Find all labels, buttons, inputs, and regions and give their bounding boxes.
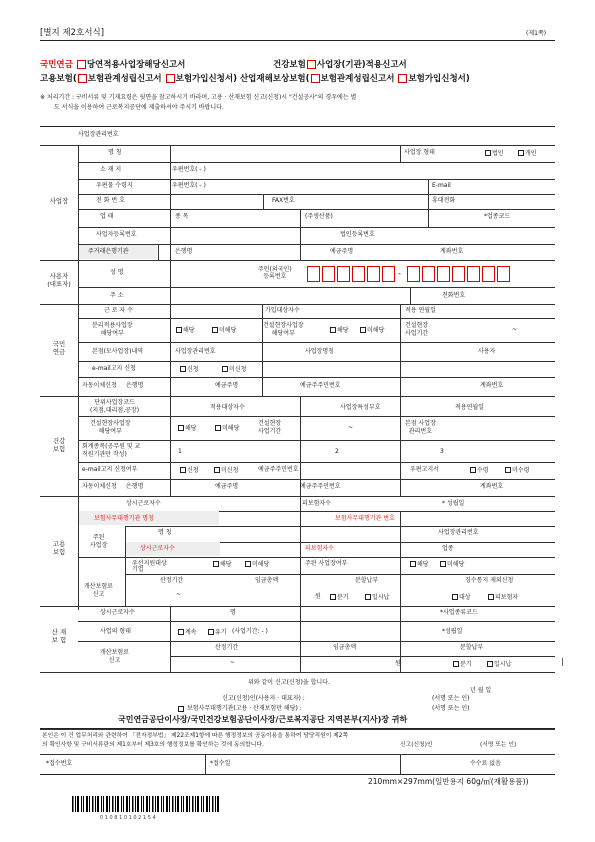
pension-checkbox[interactable] (77, 60, 86, 69)
industrial-checkbox-2[interactable] (398, 74, 407, 83)
biz-mgmt-e-label: 사업장관리번호 (438, 529, 479, 536)
location-label: 소 재 지 (100, 166, 122, 173)
priority-label: 우선지원대상 기업 (132, 560, 167, 573)
biz-type-label: 사업장 형태 (404, 149, 435, 156)
cons-no[interactable]: 미해당 (360, 327, 384, 334)
section-business: 사업장 (49, 197, 69, 205)
employment-checkbox-2[interactable] (166, 74, 175, 83)
consent-line-1: 본인은 이 건 업무처리와 관련하여 「전자정부법」 제22조제1항에 따른 행정정보의 공동이용을 통하여 담당직원이 제2쪽 (42, 733, 349, 739)
install-i-full[interactable]: 일시납 (487, 661, 511, 668)
regular-e-label: 상시근로자수 (140, 545, 175, 552)
account-1: 1 (178, 448, 182, 455)
section-industrial: 산 재 보 험 (51, 628, 67, 644)
account-3: 3 (440, 448, 444, 455)
industrial-item-2: 보험가입신청서) (408, 74, 470, 84)
regular-i-label: 상시근로자수 (100, 609, 135, 616)
period-i-label: 산정기간 (215, 644, 239, 651)
premium-label: 개산보험료 신고 (84, 583, 113, 598)
cons-yes[interactable]: 해당 (330, 327, 349, 334)
main-reg-yes[interactable]: 해당 (410, 561, 429, 568)
email-label: E-mail (432, 182, 451, 189)
auto3-holder: 예금주명 (215, 483, 239, 490)
amount-unit: 원 (315, 593, 321, 600)
cons-period2-tilde: ~ (348, 424, 354, 431)
receipt-date: *접수일 (210, 760, 231, 767)
email2-not-apply[interactable]: 미신청 (214, 467, 238, 474)
industrial-checkbox-1[interactable] (311, 74, 320, 83)
cons-period-tilde: ~ (512, 326, 518, 333)
auto3-holder-no: 예금주주민번호 (300, 483, 341, 490)
biz-reg-no-label: 사업자등록번호 (96, 231, 137, 238)
industrial-item-1: 보험관계성립신고서 (320, 74, 395, 84)
email2-apply[interactable]: 신청 (180, 467, 199, 474)
applied-date-label: 적용 연월일 (405, 307, 436, 314)
agency-checkbox[interactable] (178, 706, 185, 713)
industry-label: 업 태 (100, 213, 114, 220)
section-user: 사용자 (대표자) (47, 272, 71, 288)
install-i-lump[interactable]: 분기 (453, 661, 472, 668)
mail-place-label: 우편물 수령지 (96, 182, 133, 189)
declaration-agency: 보험사무대행기관(고용 · 산재보험만 해당) : (187, 705, 302, 712)
branch-question: 분리적용사업장 해당여부 (92, 322, 133, 337)
pension-item: 당연적용사업장해당신고서 (86, 60, 186, 70)
section-employment: 고용 보험 (52, 540, 66, 556)
employment-checkbox-1[interactable] (78, 74, 87, 83)
biz-type-indiv[interactable]: 개인 (518, 150, 537, 157)
employment-item-1: 보험관계성립신고서 (87, 74, 162, 84)
notice-line-1: ※ 처리기간 : 구비서류 및 기재요령은 뒷면을 참고하시기 바라며, 고용 · 산재보험 신고(신청)시 "건설공사"의 경우에는 별 (40, 94, 357, 101)
fax-label: FAX번호 (272, 197, 295, 204)
form-number: [별지 제2호서식] (40, 28, 105, 38)
auto-transfer-label: 자동이체신청 (82, 382, 117, 389)
page-number: (제1쪽) (526, 30, 547, 37)
phone-label: 전 화 번 호 (96, 197, 125, 204)
declaration-sign1[interactable]: (서명 또는 인) (432, 695, 470, 702)
insured-count-label: 가입대상자수 (265, 307, 300, 314)
period-label: 산정기간 (160, 577, 184, 584)
notice-line-2: 도 서식을 이용하여 근로복지공단에 제출하셔야 주시기 바랍니다. (54, 104, 224, 111)
main-mgmt2-label: 본점 사업장 관리번호 (405, 420, 436, 435)
fee: 수수료 없음 (470, 760, 501, 767)
unit-code-label: 단위사업장코드 (지점,대리점,공장) (90, 399, 140, 414)
cons-q2-label: 건설현장사업장 해당여부 (90, 420, 131, 435)
auto-acct-label: 계좌번호 (480, 382, 504, 389)
title-line-1 (40, 60, 185, 70)
declaration-recipients: 국민연금공단이사장/국민건강보험공단이사장/근로복지공단 지역본부(지사)장 귀하 (118, 715, 408, 724)
email-notice2-label: e-mail고지 신청여부 (82, 466, 138, 473)
tel-label: 전화번호 (442, 292, 466, 299)
declaration-date[interactable]: 년 월 일 (470, 687, 492, 694)
refund-label: 징수통지 제외신청 (465, 577, 514, 584)
receipt-no: *접수번호 (46, 760, 73, 767)
main-biz-e-label: 주된 사업장 (90, 534, 108, 549)
email-notice-not-apply[interactable]: 미신청 (222, 366, 246, 373)
rep-name-label: 성 명 (110, 269, 124, 276)
health-label: 건강보험 (273, 60, 306, 70)
main-product-label: (주생산품) (305, 213, 333, 220)
applied-count-label: 적용대상자수 (210, 404, 245, 411)
name-label: 명 칭 (108, 149, 122, 156)
install-i-label: 분할납부 (460, 644, 484, 651)
auto3-acct: 계좌번호 (480, 483, 504, 490)
account-no-label: 계좌번호 (440, 248, 464, 255)
corp-reg-no-label: 법인등록번호 (340, 231, 375, 238)
consent-sign[interactable]: (서명 또는 인) (480, 742, 517, 748)
title-health (273, 60, 407, 70)
auto3-label: 자동이체신청 (82, 483, 117, 490)
workers-label: 근 로 자 수 (104, 307, 133, 314)
barcode-text: 0 1 0 8 1 0 1 0 2 1 5 4 (100, 815, 156, 821)
install-lump[interactable]: 분기 (330, 594, 349, 601)
auto-holder-no-label: 예금주주민번호 (300, 382, 341, 389)
applied-date2-label: 적용연월일 (455, 404, 484, 411)
wage-i-label: 임금총액 (333, 644, 357, 651)
pension-label: 국민연금 (40, 60, 73, 70)
established-i-label: *성립일 (442, 628, 463, 635)
title-line-2 (40, 74, 470, 84)
email-notice-label: e-mail고지 신청 (92, 365, 136, 372)
biz-form-term[interactable]: 유기 (208, 629, 227, 636)
premium-i-label: 개산보험료 신고 (100, 649, 129, 664)
accounting-label: 회계종목(공무원 및 교 직원기관만 작성) (82, 443, 141, 458)
priority-yes[interactable]: 해당 (213, 561, 232, 568)
resident-no-dash: - (398, 269, 401, 278)
consent-reporter: 신고(신청)인 (400, 742, 433, 748)
declaration-reporter: 신고(신청)인(사용자 · 대표자) : (222, 695, 305, 702)
name-e-label: 명 칭 (158, 529, 172, 536)
paper-spec: 210mm×297mm(일반용지 60g/㎡(재활용품)) (368, 777, 529, 786)
period-tilde: ~ (176, 591, 182, 598)
address-label: 주 소 (110, 292, 124, 299)
ind-code-label: *사업종류코드 (440, 609, 478, 616)
established-label: * 성립일 (442, 500, 465, 507)
cons-period-label: 건설현장 사업기간 (405, 322, 429, 337)
period-i-tilde: ~ (230, 659, 236, 666)
bank-label: 주거래은행기관 (88, 248, 129, 255)
branch-no[interactable]: 미해당 (212, 327, 236, 334)
biz-type-corp[interactable]: 법인 (485, 150, 504, 157)
account-holder-label: 예금주명 (330, 248, 354, 255)
mobile-label: 휴대전화 (432, 197, 456, 204)
main-reg-no[interactable]: 미해당 (440, 561, 464, 568)
cons2-yes[interactable]: 해당 (178, 425, 197, 432)
declaration-statement: 위와 같이 신고(신청)을 합니다. (248, 679, 330, 686)
installment-label: 분할납부 (355, 577, 379, 584)
section-pension: 국민 연금 (52, 340, 66, 356)
bank-name-label: 은행명 (175, 248, 193, 255)
biz-symbol-label: 사업장특성부호 (340, 404, 381, 411)
industry-e-label: 업종 (442, 545, 454, 552)
cons-period2-label: 건설현장 사업기간 (258, 420, 282, 435)
auto2-holder-no: 예금주주민번호 (258, 466, 299, 473)
employment-item-2: 보험가입신청서) (175, 74, 237, 84)
biz-form-label: 사업의 형태 (100, 628, 131, 635)
declaration-sign2[interactable]: (서명 또는 인) (432, 705, 470, 712)
main-biz-label: 본점(모사업장)내역 (92, 348, 144, 355)
cons-question: 건설현장사업장 해당여부 (263, 322, 304, 337)
user-no-label: 사용자 (478, 348, 496, 355)
auto-bank-label: 은행명 (126, 382, 144, 389)
refund-apply[interactable]: 대상 (452, 594, 471, 601)
industry-code-label: *업종코드 (484, 213, 511, 220)
auto3-bank: 은행명 (126, 483, 144, 490)
mail-postal[interactable]: 우편번호( - ) (172, 182, 206, 189)
main-mgmt-no-label: 사업장관리번호 (175, 348, 216, 355)
main-biz-reg-label: 주된 사업장여부 (305, 560, 348, 567)
location-postal[interactable]: 우편번호( - ) (172, 166, 206, 173)
health-checkbox[interactable] (307, 60, 316, 69)
consent-line-2: 의 확인사항 및 구비서류란의 제1호부터 제3호의 행정정보를 확인하는 것에 동의합니다. (42, 742, 264, 748)
regular-label: 상시근로자수 (126, 500, 161, 507)
priority-no[interactable]: 미해당 (245, 561, 269, 568)
account-2: 2 (335, 448, 339, 455)
persons-unit: 명 (230, 609, 236, 616)
postal-not-receive[interactable]: 미수령 (505, 467, 529, 474)
amount-i-unit: 원 (395, 660, 401, 667)
biz-period: (사업기간: - ) (232, 628, 268, 635)
email-notice-apply[interactable]: 신청 (180, 366, 199, 373)
postal-receive[interactable]: 수령 (470, 467, 489, 474)
employment-label: 고용보험( (40, 74, 77, 84)
auto-holder-label: 예금주명 (215, 382, 239, 389)
branch-yes[interactable]: 해당 (176, 327, 195, 334)
agency-no-label: 보험사무대행기관 번호 (335, 515, 395, 522)
install-full[interactable]: 일시납 (365, 594, 389, 601)
email-postal-label: 우편고지서 (410, 466, 439, 473)
main-name-label: 사업장명칭 (305, 348, 334, 355)
refund-insured[interactable]: 피보험자 (488, 594, 518, 601)
resident-no-label: 주민(외국인) 등록번호 (258, 266, 292, 281)
mgmt-no-label: 사업장관리번호 (78, 131, 119, 138)
health-item: 사업장(기관)적용신고서 (316, 60, 407, 70)
agency-name-label: 보험사무대행기관 명칭 (94, 515, 154, 522)
industrial-label: 산업재해보상보험( (239, 74, 310, 84)
biz-form-continuous[interactable]: 계속 (178, 629, 197, 636)
item-label: 종 목 (175, 213, 189, 220)
insured-label: 피보험자수 (302, 500, 331, 507)
insured-e-label: 피보험자수 (305, 545, 334, 552)
wage-label: 임금총액 (255, 577, 279, 584)
cons2-no[interactable]: 미해당 (215, 425, 239, 432)
section-health: 건강 보험 (52, 437, 66, 453)
